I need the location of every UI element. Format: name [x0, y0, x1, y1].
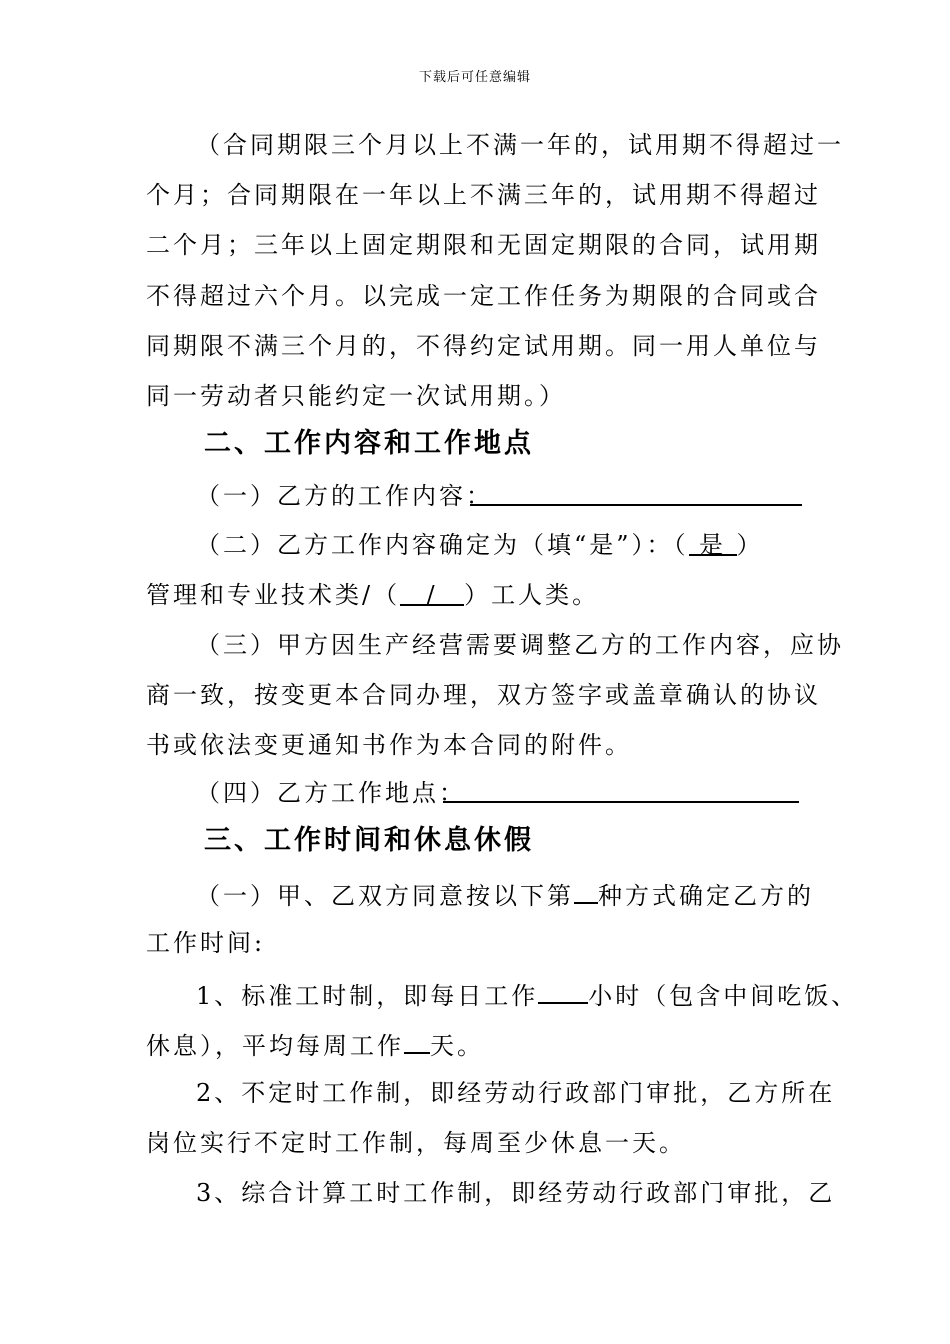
- standard-hours-line-2-prefix: 休息），平均每周工作: [146, 1032, 404, 1060]
- standard-hours-line-2-suffix: 天。: [430, 1032, 484, 1060]
- work-hours-choice-line-2: 工作时间:: [146, 929, 266, 957]
- flexible-hours-line-1: 2、不定时工作制，即经劳动行政部门审批，乙方所在: [196, 1079, 836, 1107]
- probation-line-2: 个月；合同期限在一年以上不满三年的，试用期不得超过: [146, 181, 821, 209]
- work-location-blank: [443, 801, 799, 803]
- work-category-line-2-prefix: 管理和专业技术类/（: [146, 581, 401, 609]
- work-category-line-2: [146, 580, 599, 610]
- standard-hours-line-1: [196, 978, 858, 1011]
- standard-hours-prefix: 1、标准工时制，即每日工作: [196, 982, 539, 1010]
- flexible-hours-line-2: 岗位实行不定时工作制，每周至少休息一天。: [146, 1129, 686, 1157]
- work-category-line-1: [196, 530, 764, 560]
- work-hours-choice-suffix: 种方式确定乙方的: [598, 882, 814, 910]
- work-hours-choice-blank: [574, 878, 598, 904]
- probation-line-3: 二个月；三年以上固定期限和无固定期限的合同，试用期: [146, 231, 821, 259]
- work-location-label: （四）乙方工作地点：: [196, 779, 466, 807]
- content-adjust-line-2: 商一致，按变更本合同办理，双方签字或盖章确认的协议: [146, 681, 821, 709]
- section-2-heading: 二、工作内容和工作地点: [204, 428, 534, 459]
- work-content-blank: [470, 504, 802, 506]
- work-content-label: （一）乙方的工作内容：: [196, 482, 493, 510]
- content-adjust-line-3: 书或依法变更通知书作为本合同的附件。: [146, 731, 632, 759]
- standard-hours-line-2: [146, 1028, 484, 1061]
- section-3-heading: 三、工作时间和休息休假: [204, 825, 534, 856]
- weekly-days-blank: [404, 1028, 430, 1054]
- work-category-prefix: （二）乙方工作内容确定为（填“是”）：（: [196, 531, 689, 559]
- daily-hours-blank: [538, 978, 588, 1004]
- work-hours-choice-line-1: [196, 878, 814, 911]
- comprehensive-hours-line-1: 3、综合计算工时工作制，即经劳动行政部门审批，乙: [196, 1179, 836, 1207]
- probation-line-4: 不得超过六个月。以完成一定工作任务为期限的合同或合: [146, 282, 821, 310]
- work-hours-choice-prefix: （一）甲、乙双方同意按以下第: [196, 882, 574, 910]
- work-category-line-2-value: /: [400, 580, 464, 606]
- probation-line-5: 同期限不满三个月的，不得约定试用期。同一用人单位与: [146, 332, 821, 360]
- work-category-value: 是: [689, 530, 737, 556]
- work-category-suffix: ）: [736, 531, 764, 559]
- probation-line-1: （合同期限三个月以上不满一年的，试用期不得超过一: [196, 131, 844, 159]
- page-header: 下载后可任意编辑: [418, 70, 531, 85]
- standard-hours-mid: 小时（包含中间吃饭、: [588, 982, 859, 1010]
- probation-line-6: 同一劳动者只能约定一次试用期。）: [146, 382, 566, 410]
- work-category-line-2-suffix: ）工人类。: [464, 581, 600, 609]
- content-adjust-line-1: （三）甲方因生产经营需要调整乙方的工作内容，应协: [196, 631, 844, 659]
